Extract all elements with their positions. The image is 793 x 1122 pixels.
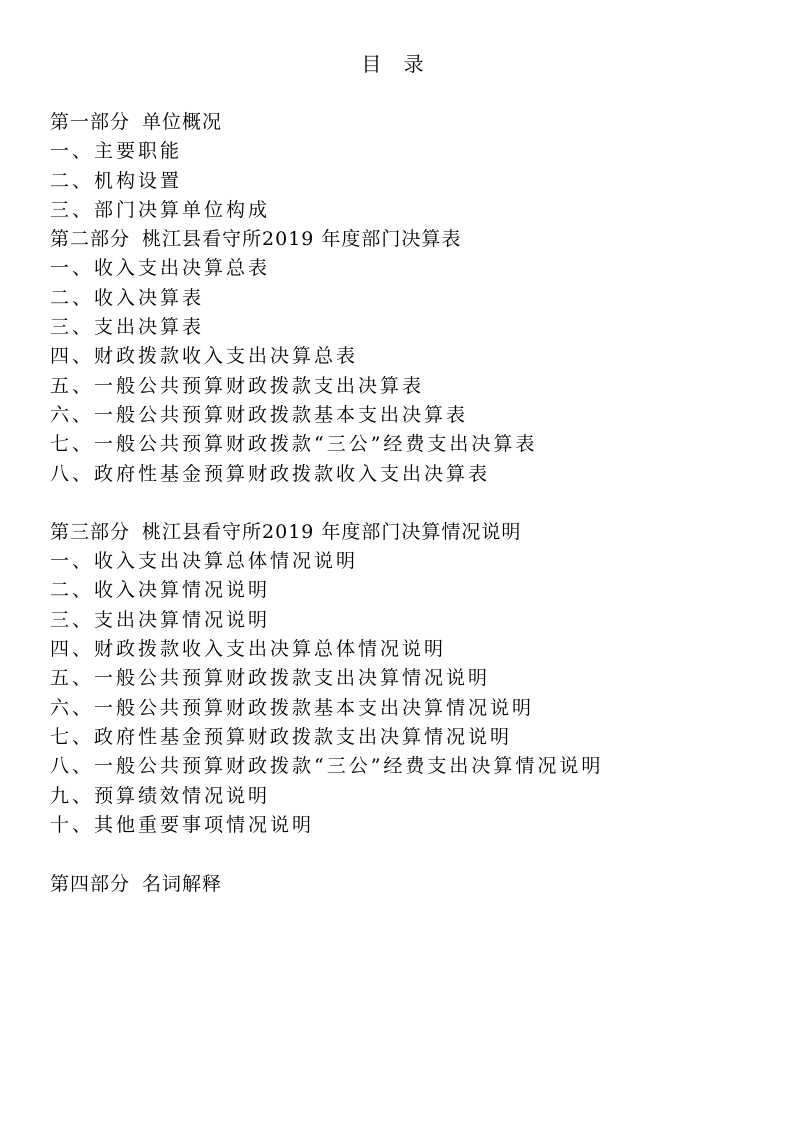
- toc-item[interactable]: 五、一般公共预算财政拨款支出决算表: [50, 374, 425, 397]
- part-title: 单位概况: [142, 111, 223, 133]
- part-number: 第一部分: [50, 111, 131, 133]
- toc-part-3-heading[interactable]: [50, 518, 750, 547]
- section-spacer: [50, 489, 750, 518]
- toc-item[interactable]: 三、支出决算情况说明: [50, 608, 271, 631]
- toc-item[interactable]: 六、一般公共预算财政拨款基本支出决算情况说明: [50, 696, 535, 719]
- toc-item[interactable]: 六、一般公共预算财政拨款基本支出决算表: [50, 403, 469, 426]
- toc-part-4-heading[interactable]: [50, 870, 750, 899]
- toc-item[interactable]: 十、其他重要事项情况说明: [50, 813, 315, 836]
- toc-item[interactable]: 二、机构设置: [50, 169, 183, 192]
- toc-item[interactable]: 一、收入支出决算总表: [50, 257, 271, 280]
- part-title: 桃江县看守所2019 年度部门决算表: [142, 228, 462, 251]
- toc-item[interactable]: 三、支出决算表: [50, 316, 205, 339]
- toc-item[interactable]: 一、收入支出决算总体情况说明: [50, 550, 359, 573]
- toc-item[interactable]: 四、财政拨款收入支出决算总表: [50, 345, 359, 368]
- section-spacer: [50, 840, 750, 870]
- toc-item[interactable]: 八、政府性基金预算财政拨款收入支出决算表: [50, 462, 491, 485]
- toc-title: 目 录: [361, 52, 432, 76]
- toc-item[interactable]: 八、一般公共预算财政拨款“三公”经费支出决算情况说明: [50, 755, 604, 778]
- table-of-contents: [50, 108, 750, 899]
- part-title: 桃江县看守所2019 年度部门决算情况说明: [142, 520, 522, 543]
- toc-item[interactable]: 三、部门决算单位构成: [50, 198, 271, 221]
- part-number: 第四部分: [50, 873, 131, 896]
- toc-item[interactable]: 二、收入决算情况说明: [50, 579, 271, 602]
- toc-item[interactable]: 九、预算绩效情况说明: [50, 784, 271, 807]
- toc-part-1-heading[interactable]: [50, 108, 750, 137]
- toc-part-2-heading[interactable]: [50, 225, 750, 254]
- part-number: 第二部分: [50, 228, 131, 251]
- toc-item[interactable]: 七、一般公共预算财政拨款“三公”经费支出决算表: [50, 433, 538, 456]
- toc-item[interactable]: 五、一般公共预算财政拨款支出决算情况说明: [50, 667, 491, 690]
- toc-item[interactable]: 七、政府性基金预算财政拨款支出决算情况说明: [50, 725, 513, 748]
- part-title: 名词解释: [142, 873, 223, 896]
- toc-item[interactable]: 二、收入决算表: [50, 286, 205, 309]
- part-number: 第三部分: [50, 520, 131, 543]
- toc-item[interactable]: 一、主要职能: [50, 140, 183, 163]
- toc-item[interactable]: 四、财政拨款收入支出决算总体情况说明: [50, 638, 447, 661]
